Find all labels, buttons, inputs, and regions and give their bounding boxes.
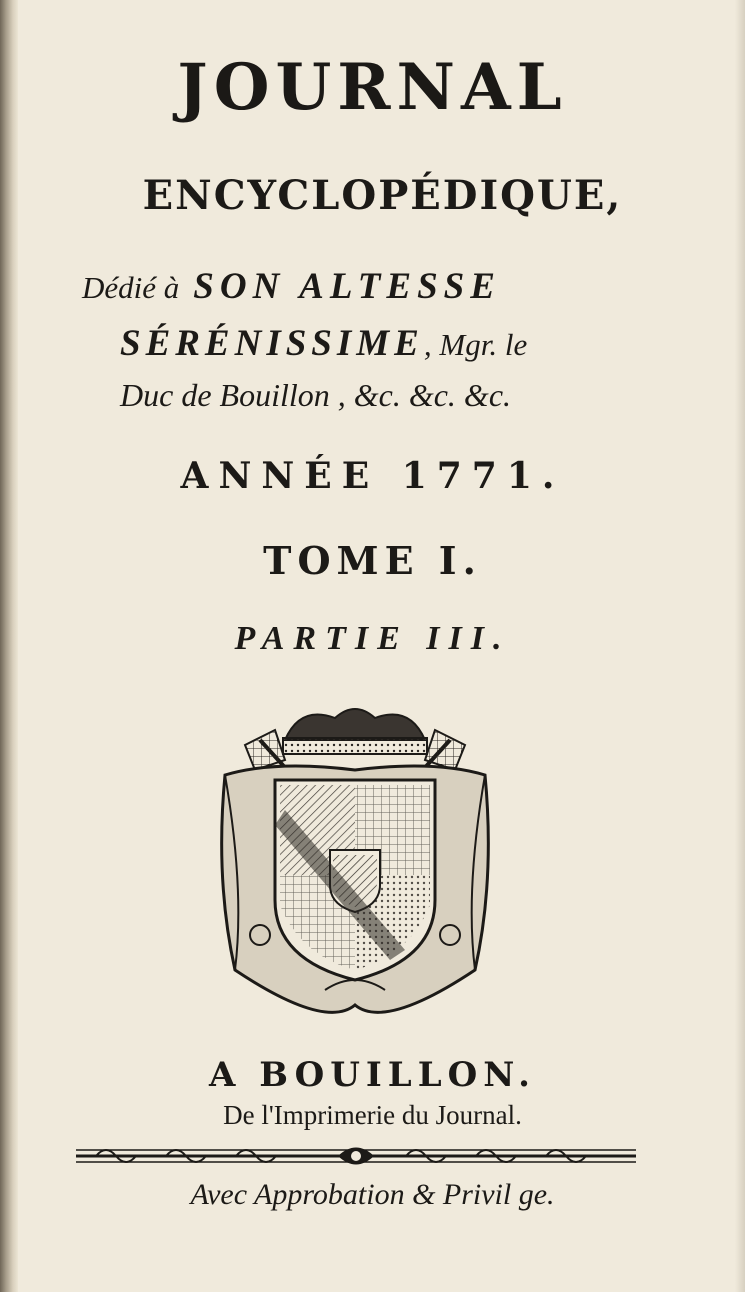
imprint-printer: De l'Imprimerie du Journal.: [223, 1100, 522, 1130]
dedication-name: SON ALTESSE: [193, 266, 501, 307]
dedication-honorific: , Mgr. le: [423, 327, 528, 362]
dedication-line-1: [82, 265, 501, 308]
journal-subtitle: ENCYCLOPÉDIQUE,: [142, 172, 623, 219]
part-line: PARTIE III.: [234, 620, 511, 657]
volume-line: TOME I.: [263, 538, 482, 583]
dedication-lead: Dédié à: [82, 270, 180, 305]
dedication-title: SÉRÉNISSIME: [120, 323, 424, 364]
journal-title: JOURNAL: [177, 50, 568, 125]
coat-of-arms-icon: [205, 700, 505, 1020]
dedication-line-3: Duc de Bouillon , &c. &c. &c.: [120, 377, 512, 413]
year-line: ANNÉE 1771.: [180, 455, 565, 497]
imprint-place: A BOUILLON.: [209, 1055, 536, 1095]
ornamental-rule-icon: [76, 1141, 636, 1171]
approbation-line: Avec Approbation & Privil ge.: [190, 1178, 555, 1211]
dedication-line-2: [120, 322, 527, 365]
